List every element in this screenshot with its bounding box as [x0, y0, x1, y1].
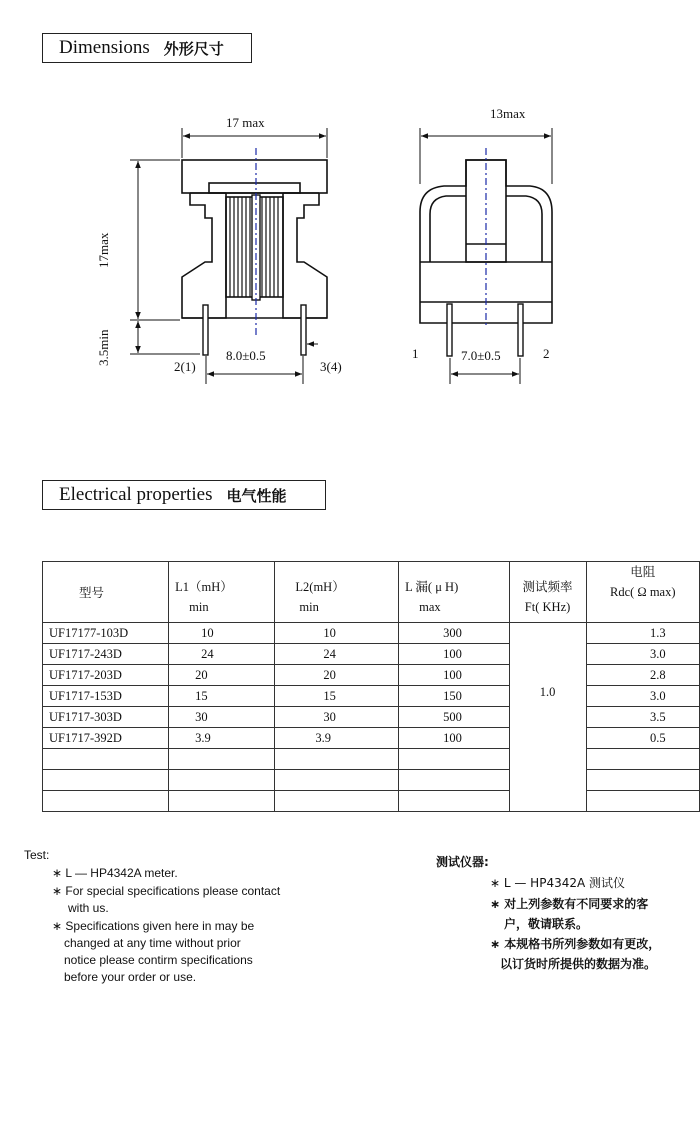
table-row	[43, 728, 700, 749]
test-note-line: ∗ For special specifications please contact	[52, 884, 281, 898]
front-pitch-label: 8.0±0.5	[226, 348, 266, 363]
header-model	[43, 562, 169, 623]
header-freq-bottom: Ft( KHz)	[524, 600, 571, 614]
cell-l2: 30	[275, 707, 399, 728]
front-pin-right-label: 3(4)	[320, 359, 342, 374]
electrical-table	[42, 561, 700, 812]
empty-cell	[43, 770, 169, 791]
empty-cell	[275, 749, 399, 770]
empty-cell	[399, 770, 509, 791]
empty-cell	[275, 770, 399, 791]
header-l1-bottom: min	[189, 600, 209, 614]
test-note-line: before your order or use.	[64, 970, 197, 984]
test-note-line-cn: 以订货时所提供的数据为准。	[500, 957, 657, 971]
electrical-title-en: Electrical properties	[59, 484, 213, 505]
table-row	[43, 644, 700, 665]
cell-l1: 3.9	[169, 728, 275, 749]
empty-cell	[43, 749, 169, 770]
cell-l2: 3.9	[275, 728, 399, 749]
side-pin-left-label: 1	[412, 346, 419, 361]
front-height-dimension	[130, 160, 200, 354]
header-model-text: 型号	[79, 586, 105, 600]
cell-l2: 24	[275, 644, 399, 665]
cell-rdc: 1.3	[586, 623, 699, 644]
header-rdc-bottom: Rdc( Ω max)	[610, 585, 676, 599]
header-freq-top: 测试频率	[522, 580, 573, 594]
cell-model: UF17177-103D	[43, 623, 169, 644]
empty-cell	[43, 791, 169, 812]
cell-rdc: 0.5	[586, 728, 699, 749]
table-row	[43, 707, 700, 728]
header-freq	[509, 562, 586, 623]
cell-l2: 10	[275, 623, 399, 644]
header-l1-top: L1（mH）	[175, 580, 233, 594]
header-leakage-top: L 漏( μ H)	[405, 580, 459, 594]
test-note-line-cn: 户，敬请联系。	[504, 917, 589, 931]
header-l2-top: L2(mH）	[295, 580, 345, 594]
empty-cell	[275, 791, 399, 812]
header-l1	[169, 562, 275, 623]
front-width-label: 17 max	[226, 115, 265, 130]
cell-l1: 20	[169, 665, 275, 686]
empty-cell	[169, 749, 275, 770]
cell-rdc: 3.0	[586, 644, 699, 665]
side-pin-right-label: 2	[543, 346, 550, 361]
electrical-title-cn: 电气性能	[226, 486, 287, 505]
empty-cell	[399, 791, 509, 812]
cell-l1: 24	[169, 644, 275, 665]
cell-rdc: 3.0	[586, 686, 699, 707]
cell-l2: 20	[275, 665, 399, 686]
table-row	[43, 665, 700, 686]
test-note-line-cn: ∗ L — HP4342A 测试仪	[490, 876, 626, 890]
test-heading-cn: 测试仪器:	[436, 855, 489, 869]
test-note-line: with us.	[68, 901, 109, 915]
test-note-line: notice please contirm specifications	[64, 953, 253, 967]
cell-model: UF1717-243D	[43, 644, 169, 665]
empty-cell	[586, 770, 699, 791]
electrical-title	[42, 480, 326, 510]
test-note-line: ∗ L — HP4342A meter.	[52, 866, 178, 880]
cell-leakage: 150	[399, 686, 509, 707]
header-l2-bottom: min	[299, 600, 319, 614]
cell-rdc: 3.5	[586, 707, 699, 728]
cell-leakage: 500	[399, 707, 509, 728]
cell-l1: 15	[169, 686, 275, 707]
dimensions-title-en: Dimensions	[59, 37, 150, 58]
empty-cell	[169, 791, 275, 812]
cell-leakage: 100	[399, 728, 509, 749]
test-note-line: ∗ Specifications given here in may be	[52, 919, 255, 933]
table-row	[43, 686, 700, 707]
front-pin-left-label: 2(1)	[174, 359, 196, 374]
cell-leakage: 100	[399, 665, 509, 686]
test-note-line: changed at any time without prior	[64, 936, 241, 950]
front-pin-length-label: 3.5min	[96, 329, 111, 366]
cell-rdc: 2.8	[586, 665, 699, 686]
empty-cell	[169, 770, 275, 791]
table-row	[43, 623, 700, 644]
cell-model: UF1717-392D	[43, 728, 169, 749]
dimension-drawings	[0, 0, 700, 420]
dimensions-title-cn: 外形尺寸	[163, 39, 224, 58]
header-rdc	[586, 562, 699, 623]
test-note-line-cn: ∗ 本规格书所列参数如有更改，	[490, 937, 661, 951]
empty-cell	[586, 749, 699, 770]
cell-l1: 30	[169, 707, 275, 728]
side-width-label: 13max	[490, 106, 526, 121]
header-l2	[275, 562, 399, 623]
cell-freq: 1.0	[509, 623, 586, 812]
cell-leakage: 100	[399, 644, 509, 665]
table-row-empty	[43, 791, 700, 812]
test-note-line-cn: ∗ 对上列参数有不同要求的客	[490, 897, 649, 911]
table-row-empty	[43, 770, 700, 791]
header-rdc-top: 电阻	[630, 565, 656, 579]
empty-cell	[399, 749, 509, 770]
cell-l1: 10	[169, 623, 275, 644]
front-width-dimension	[182, 128, 327, 158]
empty-cell	[586, 791, 699, 812]
header-leakage	[399, 562, 509, 623]
header-leakage-bottom: max	[419, 600, 441, 614]
cell-leakage: 300	[399, 623, 509, 644]
cell-model: UF1717-303D	[43, 707, 169, 728]
cell-model: UF1717-203D	[43, 665, 169, 686]
side-width-dimension	[420, 128, 552, 184]
side-pitch-label: 7.0±0.5	[461, 348, 501, 363]
cell-l2: 15	[275, 686, 399, 707]
table-row-empty	[43, 749, 700, 770]
test-heading-en: Test:	[24, 848, 50, 862]
cell-model: UF1717-153D	[43, 686, 169, 707]
front-height-label: 17max	[96, 232, 111, 268]
table-header-row	[43, 562, 700, 623]
